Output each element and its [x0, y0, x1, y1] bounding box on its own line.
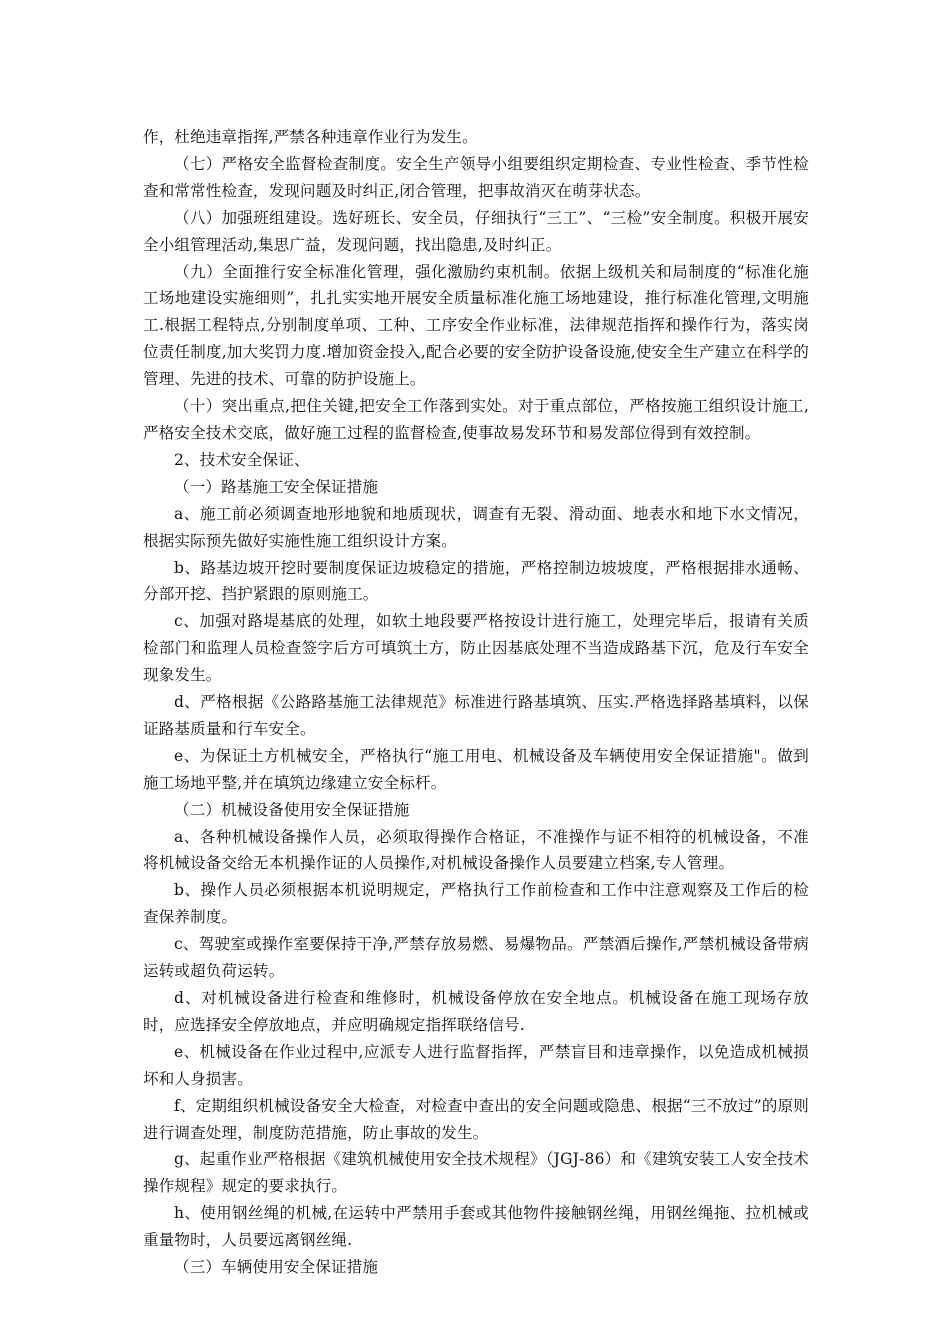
- paragraph-item-9: （九）全面推行安全标准化管理，强化激励约束机制。依据上级机关和局制度的“标准化施工场地建设实施细则”，扎扎实实地开展安全质量标准化施工场地建设，推行标准化管理,文明施工.根据工程特点,分别制度单项、工种、工序安全作业标准，法律规范指挥和操作行为，落实岗位责任制度,加大奖罚力度.增加资金投入,配合必要的安全防护设备设施,使安全生产建立在科学的管理、先进的技术、可靠的防护设施上。: [143, 262, 809, 389]
- document-body: [143, 124, 809, 1281]
- paragraph-machinery-g: g、起重作业严格根据《建筑机械使用安全技术规程》（JGJ-86）和《建筑安装工人安全技术操作规程》规定的要求执行。: [143, 1150, 809, 1196]
- paragraph-roadbed-e: e、为保证土方机械安全，严格执行“施工用电、机械设备及车辆使用安全保证措施"。做到施工场地平整,并在填筑边缘建立安全标杆。: [143, 746, 809, 792]
- subsection-heading-machinery: （二）机械设备使用安全保证措施: [174, 800, 410, 819]
- paragraph-roadbed-c: c、加强对路堤基底的处理，如软土地段要严格按设计进行施工，处理完毕后，报请有关质检部门和监理人员检查签字后方可填筑土方，防止因基底处理不当造成路基下沉，危及行车安全现象发生。: [143, 612, 809, 685]
- paragraph-machinery-f: f、定期组织机械设备安全大检查，对检查中查出的安全问题或隐患、根据“三不放过”的原则进行调查处理，制度防范措施，防止事故的发生。: [143, 1096, 809, 1142]
- subsection-heading-roadbed: （一）路基施工安全保证措施: [174, 477, 379, 496]
- paragraph-roadbed-d: d、严格根据《公路路基施工法律规范》标准进行路基填筑、压实.严格选择路基填料，以保证路基质量和行车安全。: [143, 693, 809, 738]
- paragraph-machinery-h: h、使用钢丝绳的机械,在运转中严禁用手套或其他物件接触钢丝绳，用钢丝绳拖、拉机械或重量物时，人员要远离钢丝绳.: [143, 1204, 809, 1250]
- section-heading-technical-safety: 2、技术安全保证、: [174, 450, 310, 469]
- paragraph-roadbed-b: b、路基边坡开挖时要制度保证边坡稳定的措施，严格控制边坡坡度，严格根据排水通畅、分部开挖、挡护紧跟的原则施工。: [143, 558, 809, 604]
- subsection-heading-vehicles: （三）车辆使用安全保证措施: [174, 1258, 379, 1277]
- paragraph-machinery-d: d、对机械设备进行检查和维修时，机械设备停放在安全地点。机械设备在施工现场存放时，应选择安全停放地点，并应明确规定指挥联络信号.: [143, 989, 809, 1034]
- paragraph-machinery-c: c、驾驶室或操作室要保持干净,严禁存放易燃、易爆物品。严禁酒后操作,严禁机械设备带病运转或超负荷运转。: [143, 935, 809, 981]
- paragraph-continuation: 作，杜绝违章指挥,严禁各种违章作业行为发生。: [143, 128, 478, 146]
- paragraph-item-8: （八）加强班组建设。选好班长、安全员，仔细执行“三工”、“三检”安全制度。积极开展安全小组管理活动,集思广益，发现问题，找出隐患,及时纠正。: [143, 208, 809, 254]
- paragraph-roadbed-a: a、施工前必须调查地形地貌和地质现状，调查有无裂、滑动面、地表水和地下水文情况，根据实际预先做好实施性施工组织设计方案。: [143, 504, 809, 550]
- paragraph-machinery-b: b、操作人员必须根据本机说明规定，严格执行工作前检查和工作中注意观察及工作后的检查保养制度。: [143, 881, 809, 927]
- paragraph-machinery-e: e、机械设备在作业过程中,应派专人进行监督指挥，严禁盲目和违章操作，以免造成机械损坏和人身损害。: [143, 1042, 809, 1088]
- paragraph-item-7: （七）严格安全监督检查制度。安全生产领导小组要组织定期检查、专业性检查、季节性检查和常常性检查，发现问题及时纠正,闭合管理，把事故消灭在萌芽状态。: [143, 154, 809, 200]
- paragraph-item-10: （十）突出重点,把住关键,把安全工作落到实处。对于重点部位，严格按施工组织设计施工,严格安全技术交底，做好施工过程的监督检查,使事故易发环节和易发部位得到有效控制。: [143, 397, 809, 442]
- paragraph-machinery-a: a、各种机械设备操作人员，必须取得操作合格证，不准操作与证不相符的机械设备，不准将机械设备交给无本机操作证的人员操作,对机械设备操作人员要建立档案,专人管理。: [143, 827, 809, 873]
